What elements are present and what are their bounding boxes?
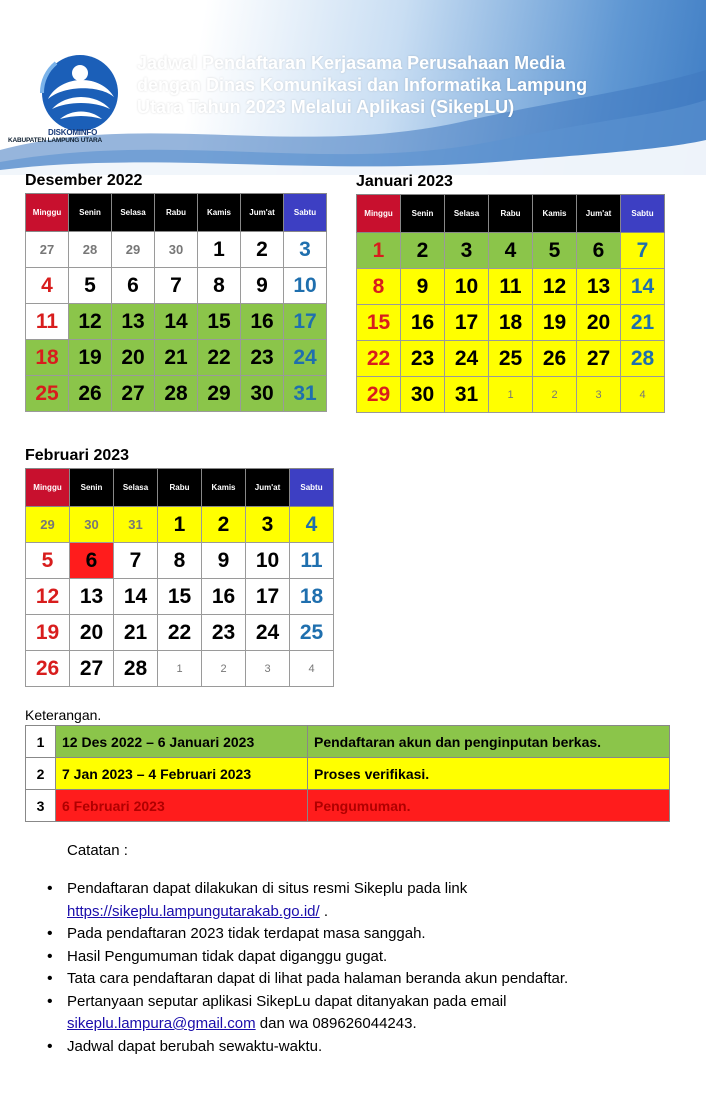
calendar-day: 31: [114, 507, 158, 543]
calendar-day: 1: [158, 507, 202, 543]
note-tail: .: [319, 902, 328, 920]
calendar-day: 15: [357, 305, 401, 341]
calendar-week-row: [26, 651, 334, 687]
calendar-day: 7: [155, 268, 198, 304]
calendar-day: 1: [357, 233, 401, 269]
logo-caption: [8, 128, 138, 144]
calendar-grid: [25, 193, 327, 412]
calendar-day: 29: [112, 232, 155, 268]
calendar-day: 18: [489, 305, 533, 341]
calendar-title: Desember 2022: [25, 172, 143, 189]
calendar-day: 12: [533, 269, 577, 305]
calendar-day: 21: [114, 615, 158, 651]
title-line-1: Jadwal Pendaftaran Kerjasama Perusahaan Media: [137, 53, 566, 73]
calendar-day: 29: [357, 377, 401, 413]
calendar-day: 3: [445, 233, 489, 269]
weekday-header: Minggu: [26, 194, 69, 232]
calendar-day: 20: [112, 340, 155, 376]
weekday-header: Senin: [69, 194, 112, 232]
calendar-day: 2: [202, 651, 246, 687]
calendar-day: 1: [198, 232, 241, 268]
calendar-day: 17: [445, 305, 489, 341]
calendar-day: 25: [489, 341, 533, 377]
calendar-day: 19: [69, 340, 112, 376]
calendar-day: 5: [533, 233, 577, 269]
legend-description: Pendaftaran akun dan penginputan berkas.: [308, 726, 670, 758]
weekday-header: Sabtu: [621, 195, 665, 233]
calendar-week-row: [357, 233, 665, 269]
calendar-week-row: [357, 377, 665, 413]
legend-period: 7 Jan 2023 – 4 Februari 2023: [56, 758, 308, 790]
calendar-day: 31: [445, 377, 489, 413]
calendar-day: 30: [155, 232, 198, 268]
calendar-day: 30: [401, 377, 445, 413]
note-tail: dan wa 089626044243.: [255, 1015, 417, 1032]
calendar-day: 16: [202, 579, 246, 615]
title-line-3: Utara Tahun 2023 Melalui Aplikasi (SikepLU): [137, 97, 515, 117]
notes-title: Catatan :: [67, 842, 128, 859]
calendar-day: 25: [290, 615, 334, 651]
weekday-header: Selasa: [445, 195, 489, 233]
weekday-header: Selasa: [112, 194, 155, 232]
weekday-header: Kamis: [202, 469, 246, 507]
calendar-day: 8: [198, 268, 241, 304]
calendar-day: 2: [202, 507, 246, 543]
calendar-day: 19: [26, 615, 70, 651]
calendar-day: 30: [241, 376, 284, 412]
calendar-day: 11: [26, 304, 69, 340]
calendar-day: 8: [357, 269, 401, 305]
calendar-title: Januari 2023: [356, 173, 453, 190]
note-item: • Pada pendaftaran 2023 tidak terdapat masa sanggah.: [45, 923, 685, 946]
calendar-day: 2: [401, 233, 445, 269]
calendar-week-row: [26, 579, 334, 615]
header-banner: [0, 0, 706, 175]
calendar-week-row: [357, 305, 665, 341]
legend-description: Pengumuman.: [308, 790, 670, 822]
calendar-title: Februari 2023: [25, 447, 130, 464]
weekday-header: Minggu: [26, 469, 70, 507]
legend-description: Proses verifikasi.: [308, 758, 670, 790]
calendar-day: 17: [246, 579, 290, 615]
calendar-week-row: [357, 341, 665, 377]
calendar-day: 4: [26, 268, 69, 304]
weekday-header: Senin: [401, 195, 445, 233]
note-item: • Tata cara pendaftaran dapat di lihat pada halaman beranda akun pendaftar.: [45, 968, 685, 991]
email-link[interactable]: sikeplu.lampura@gmail.com: [67, 1015, 256, 1032]
calendar-day: 18: [290, 579, 334, 615]
calendar-day: 3: [246, 651, 290, 687]
calendar-day: 29: [26, 507, 70, 543]
calendar-day: 7: [621, 233, 665, 269]
weekday-header: Kamis: [198, 194, 241, 232]
calendar-day: 5: [69, 268, 112, 304]
calendar-day: 15: [198, 304, 241, 340]
calendar-day: 12: [26, 579, 70, 615]
calendar-day: 13: [112, 304, 155, 340]
calendar-day: 30: [70, 507, 114, 543]
calendar-day: 20: [577, 305, 621, 341]
calendar-day: 17: [284, 304, 327, 340]
calendar-day: 27: [26, 232, 69, 268]
calendar-day: 22: [357, 341, 401, 377]
calendar-day: 25: [26, 376, 69, 412]
calendar-day: 3: [284, 232, 327, 268]
calendar-day: 28: [621, 341, 665, 377]
calendar-week-row: [26, 615, 334, 651]
weekday-header: Kamis: [533, 195, 577, 233]
calendar-day: 31: [284, 376, 327, 412]
calendar-day: 29: [198, 376, 241, 412]
note-item: • Hasil Pengumuman tidak dapat diganggu gugat.: [45, 946, 685, 969]
calendar-day: 13: [577, 269, 621, 305]
calendar-week-row: [357, 269, 665, 305]
calendar-day: 3: [246, 507, 290, 543]
calendar-day: 3: [577, 377, 621, 413]
legend-row: [26, 726, 670, 758]
calendar-day: 28: [155, 376, 198, 412]
calendar-day: 24: [284, 340, 327, 376]
calendar-week-row: [26, 543, 334, 579]
calendar-week-row: [26, 232, 327, 268]
calendar-day: 26: [69, 376, 112, 412]
calendar-februari-2023: [25, 447, 334, 687]
calendar-desember-2022: [25, 172, 327, 412]
calendar-week-row: [26, 507, 334, 543]
note-item: [45, 878, 685, 923]
calendar-day: 24: [445, 341, 489, 377]
legend-table: [25, 725, 670, 822]
calendar-day: 23: [401, 341, 445, 377]
weekday-header: Sabtu: [290, 469, 334, 507]
calendar-day: 4: [621, 377, 665, 413]
calendar-day: 1: [489, 377, 533, 413]
notes-list: [45, 878, 685, 1058]
weekday-header: Selasa: [114, 469, 158, 507]
calendar-day: 27: [70, 651, 114, 687]
sikeplu-website-link[interactable]: https://sikeplu.lampungutarakab.go.id/: [67, 902, 320, 920]
weekday-header: Rabu: [158, 469, 202, 507]
calendar-day: 2: [241, 232, 284, 268]
calendar-day: 23: [202, 615, 246, 651]
calendar-day: 22: [158, 615, 202, 651]
calendar-day: 14: [114, 579, 158, 615]
calendar-day: 16: [401, 305, 445, 341]
calendar-grid: [356, 194, 665, 413]
calendar-day: 24: [246, 615, 290, 651]
legend-number: 3: [26, 790, 56, 822]
calendar-day: 27: [577, 341, 621, 377]
legend-period: 6 Februari 2023: [56, 790, 308, 822]
calendar-day: 10: [246, 543, 290, 579]
calendar-day: 9: [202, 543, 246, 579]
calendar-day: 6: [70, 543, 114, 579]
calendar-day: 18: [26, 340, 69, 376]
calendar-day: 28: [114, 651, 158, 687]
calendar-day: 15: [158, 579, 202, 615]
calendar-day: 4: [290, 651, 334, 687]
calendar-day: 28: [69, 232, 112, 268]
calendar-day: 12: [69, 304, 112, 340]
weekday-header: Minggu: [357, 195, 401, 233]
weekday-header: Jum'at: [577, 195, 621, 233]
calendar-day: 10: [284, 268, 327, 304]
logo-subtitle: KABUPATEN LAMPUNG UTARA: [8, 137, 102, 144]
logo-name: DISKOMINFO: [48, 128, 98, 137]
calendar-day: 13: [70, 579, 114, 615]
calendar-day: 21: [621, 305, 665, 341]
calendar-day: 2: [533, 377, 577, 413]
calendar-day: 14: [621, 269, 665, 305]
weekday-header: Rabu: [155, 194, 198, 232]
calendar-day: 4: [489, 233, 533, 269]
calendar-day: 6: [112, 268, 155, 304]
note-text: Pertanyaan seputar aplikasi SikepLu dapat ditanyakan pada email: [67, 992, 507, 1010]
note-item: • Jadwal dapat berubah sewaktu-waktu.: [45, 1036, 685, 1059]
calendar-day: 11: [290, 543, 334, 579]
legend-period: 12 Des 2022 – 6 Januari 2023: [56, 726, 308, 758]
calendar-grid: [25, 468, 334, 687]
note-item: [45, 991, 685, 1036]
calendar-day: 20: [70, 615, 114, 651]
calendar-day: 21: [155, 340, 198, 376]
legend-number: 2: [26, 758, 56, 790]
note-text: Pendaftaran dapat dilakukan di situs resmi Sikeplu pada link: [67, 880, 468, 897]
calendar-day: 5: [26, 543, 70, 579]
calendar-januari-2023: [356, 173, 665, 413]
weekday-header: Jum'at: [241, 194, 284, 232]
calendar-day: 6: [577, 233, 621, 269]
legend-label: Keterangan.: [25, 707, 102, 723]
calendar-day: 4: [290, 507, 334, 543]
calendar-week-row: [26, 340, 327, 376]
weekday-header: Rabu: [489, 195, 533, 233]
weekday-header: Senin: [70, 469, 114, 507]
calendar-week-row: [26, 376, 327, 412]
calendar-day: 8: [158, 543, 202, 579]
calendar-week-row: [26, 304, 327, 340]
calendar-day: 16: [241, 304, 284, 340]
calendar-day: 9: [241, 268, 284, 304]
calendar-day: 26: [533, 341, 577, 377]
calendar-day: 22: [198, 340, 241, 376]
calendar-day: 11: [489, 269, 533, 305]
calendar-day: 26: [26, 651, 70, 687]
legend-number: 1: [26, 726, 56, 758]
calendar-day: 10: [445, 269, 489, 305]
calendar-week-row: [26, 268, 327, 304]
calendar-day: 27: [112, 376, 155, 412]
calendar-day: 7: [114, 543, 158, 579]
calendar-day: 19: [533, 305, 577, 341]
weekday-header: Sabtu: [284, 194, 327, 232]
legend-row: [26, 758, 670, 790]
calendar-day: 14: [155, 304, 198, 340]
title-line-2: dengan Dinas Komunikasi dan Informatika Lampung: [137, 75, 588, 95]
weekday-header: Jum'at: [246, 469, 290, 507]
calendar-day: 1: [158, 651, 202, 687]
page-title: [137, 52, 662, 118]
legend-row: [26, 790, 670, 822]
calendar-day: 23: [241, 340, 284, 376]
calendar-day: 9: [401, 269, 445, 305]
